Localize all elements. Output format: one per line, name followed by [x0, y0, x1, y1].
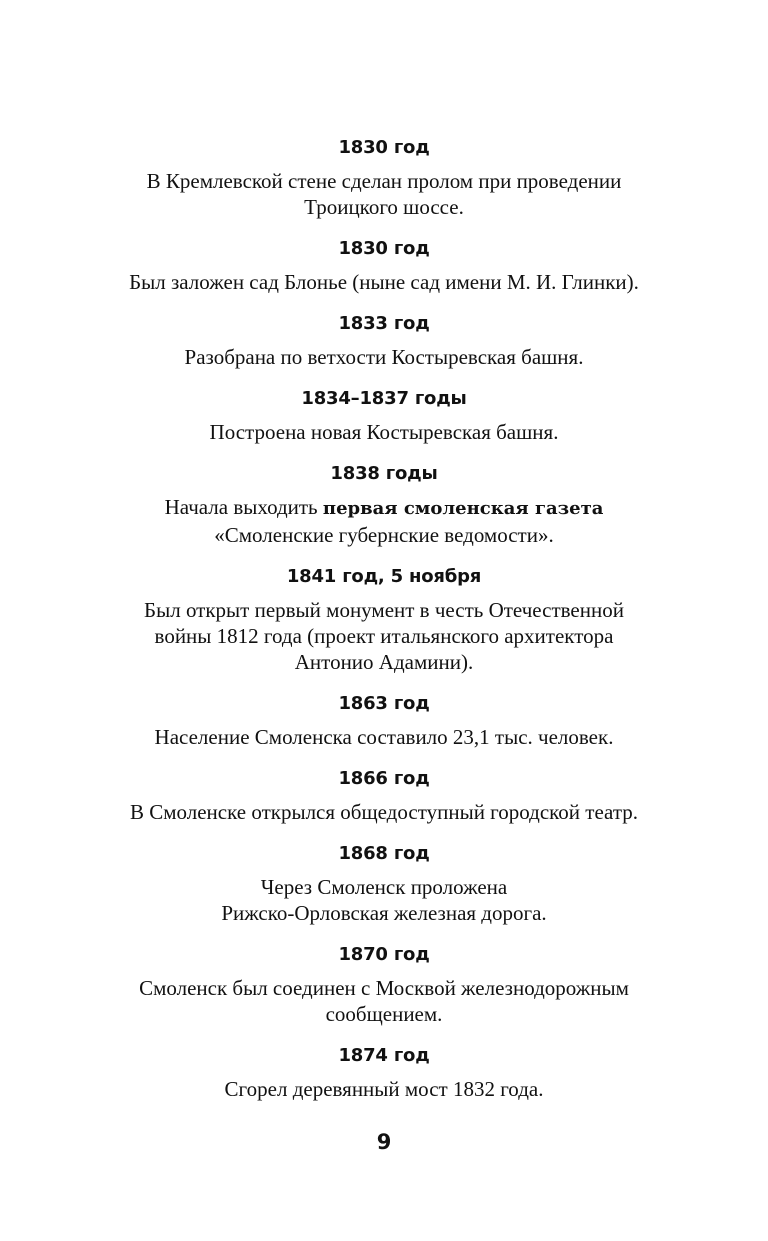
entry-text	[92, 494, 676, 548]
entry-line: Разобрана по ветхости Костыревская башня.	[184, 345, 584, 369]
entry-text	[92, 344, 676, 370]
chronology-entry	[92, 462, 676, 548]
entry-text	[92, 597, 676, 675]
chronology-entry	[92, 312, 676, 370]
entry-text	[92, 975, 676, 1027]
chronology-list	[92, 136, 676, 1119]
entry-year: 1868 год	[338, 843, 430, 864]
page-number: 9	[376, 1130, 392, 1154]
entry-text	[92, 724, 676, 750]
entry-year: 1863 год	[338, 693, 430, 714]
entry-year: 1830 год	[338, 238, 430, 259]
entry-year: 1834–1837 годы	[301, 388, 467, 409]
entry-text	[92, 168, 676, 220]
entry-line: В Кремлевской стене сделан пролом при проведении	[146, 169, 622, 193]
entry-line: Рижско-Орловская железная дорога.	[221, 901, 547, 925]
entry-year: 1870 год	[338, 944, 430, 965]
chronology-entry	[92, 692, 676, 750]
entry-year: 1833 год	[338, 313, 430, 334]
entry-line: Сгорел деревянный мост 1832 года.	[224, 1077, 544, 1101]
entry-year: 1841 год, 5 ноября	[286, 566, 482, 587]
entry-line: Антонио Адамини).	[294, 650, 474, 674]
chronology-entry	[92, 237, 676, 295]
entry-year: 1838 годы	[330, 463, 438, 484]
entry-line: войны 1812 года (проект итальянского архитектора	[154, 624, 614, 648]
entry-line: Был заложен сад Блонье (ныне сад имени М. И. Глинки).	[129, 270, 639, 294]
chronology-entry	[92, 943, 676, 1027]
entry-text	[92, 874, 676, 926]
entry-text	[92, 419, 676, 445]
chronology-entry	[92, 1044, 676, 1102]
chronology-entry	[92, 767, 676, 825]
entry-text	[92, 1076, 676, 1102]
entry-line: Троицкого шоссе.	[304, 195, 464, 219]
entry-line: Через Смоленск проложена	[260, 875, 508, 899]
entry-line: сообщением.	[325, 1002, 443, 1026]
entry-line: Население Смоленска составило 23,1 тыс. человек.	[154, 725, 614, 749]
entry-line: Был открыт первый монумент в честь Отечественной	[144, 598, 624, 622]
entry-line-emphasis: первая смоленская газета	[322, 498, 604, 519]
entry-year: 1866 год	[338, 768, 430, 789]
entry-line: Построена новая Костыревская башня.	[209, 420, 559, 444]
entry-text	[92, 269, 676, 295]
entry-line: Смоленск был соединен с Москвой железнодорожным	[139, 976, 629, 1000]
entry-line: В Смоленске открылся общедоступный городской театр.	[129, 800, 639, 824]
entry-year: 1874 год	[338, 1045, 430, 1066]
entry-line-prefix: Начала выходить	[164, 495, 323, 519]
chronology-entry	[92, 842, 676, 926]
entry-line: «Смоленские губернские ведомости».	[214, 523, 554, 547]
entry-text	[92, 799, 676, 825]
entry-year: 1830 год	[338, 137, 430, 158]
chronology-entry	[92, 136, 676, 220]
chronology-entry	[92, 565, 676, 675]
chronology-entry	[92, 387, 676, 445]
